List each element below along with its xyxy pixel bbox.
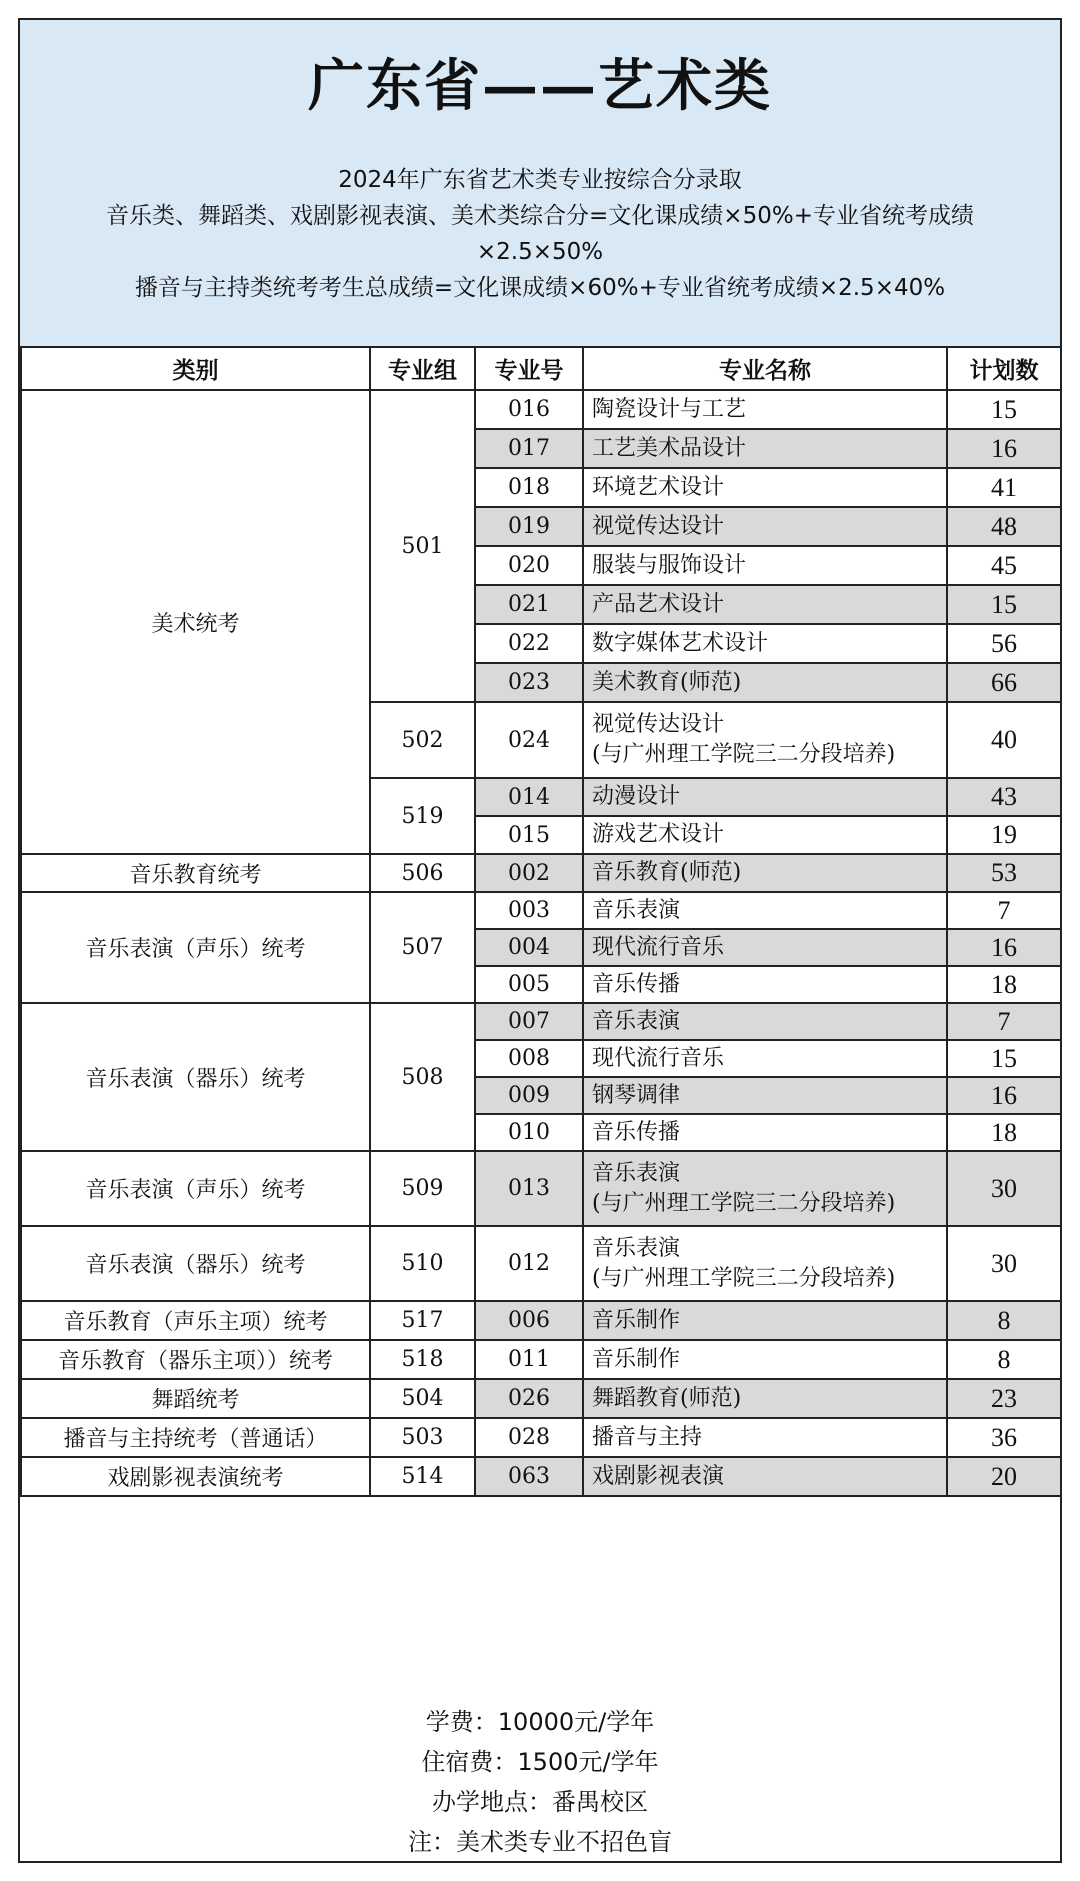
name-cell: 现代流行音乐 xyxy=(583,929,947,966)
code-cell: 008 xyxy=(475,1040,583,1077)
name-cell: 美术教育(师范) xyxy=(583,663,947,702)
table-row xyxy=(21,1301,1061,1340)
category-cell: 音乐教育（声乐主项）统考 xyxy=(21,1301,370,1340)
plan-cell: 30 xyxy=(947,1226,1061,1301)
name-cell: 戏剧影视表演 xyxy=(583,1457,947,1496)
name-line-2: (与广州理工学院三二分段培养) xyxy=(592,1190,896,1216)
code-cell: 015 xyxy=(475,816,583,854)
name-cell: 现代流行音乐 xyxy=(583,1040,947,1077)
name-line-2: (与广州理工学院三二分段培养) xyxy=(592,1265,896,1291)
col-header-category: 类别 xyxy=(21,347,370,390)
enrollment-table xyxy=(20,346,1062,1497)
code-cell: 022 xyxy=(475,624,583,663)
code-cell: 024 xyxy=(475,702,583,778)
name-cell: 舞蹈教育(师范) xyxy=(583,1379,947,1418)
code-cell: 021 xyxy=(475,585,583,624)
table-row xyxy=(21,854,1061,892)
plan-cell: 15 xyxy=(947,1040,1061,1077)
name-cell xyxy=(583,702,947,778)
code-cell: 023 xyxy=(475,663,583,702)
group-cell: 517 xyxy=(370,1301,475,1340)
category-cell: 音乐表演（器乐）统考 xyxy=(21,1003,370,1151)
rule-line-2: 音乐类、舞蹈类、戏剧影视表演、美术类综合分=文化课成绩×50%+专业省统考成绩 xyxy=(106,203,974,229)
name-cell: 陶瓷设计与工艺 xyxy=(583,390,947,429)
rule-line-3: ×2.5×50% xyxy=(476,239,604,265)
name-line-1: 视觉传达设计 xyxy=(592,712,725,737)
group-cell: 504 xyxy=(370,1379,475,1418)
plan-cell: 16 xyxy=(947,1077,1061,1114)
name-cell: 工艺美术品设计 xyxy=(583,429,947,468)
name-line-1: 音乐表演 xyxy=(592,1160,681,1186)
code-cell: 009 xyxy=(475,1077,583,1114)
category-cell: 舞蹈统考 xyxy=(21,1379,370,1418)
name-cell: 动漫设计 xyxy=(583,778,947,816)
plan-cell: 36 xyxy=(947,1418,1061,1457)
name-cell: 服装与服饰设计 xyxy=(583,546,947,585)
plan-cell: 18 xyxy=(947,1114,1061,1151)
group-cell: 502 xyxy=(370,702,475,778)
table-row xyxy=(21,1151,1061,1226)
name-cell xyxy=(583,1151,947,1226)
plan-cell: 23 xyxy=(947,1379,1061,1418)
plan-cell: 7 xyxy=(947,1003,1061,1040)
table-row xyxy=(21,1457,1061,1496)
group-cell: 514 xyxy=(370,1457,475,1496)
plan-cell: 15 xyxy=(947,390,1061,429)
name-cell: 产品艺术设计 xyxy=(583,585,947,624)
name-cell: 游戏艺术设计 xyxy=(583,816,947,854)
plan-cell: 66 xyxy=(947,663,1061,702)
table-row xyxy=(21,892,1061,929)
plan-cell: 43 xyxy=(947,778,1061,816)
name-cell: 播音与主持 xyxy=(583,1418,947,1457)
group-cell: 507 xyxy=(370,892,475,1003)
name-cell: 音乐制作 xyxy=(583,1301,947,1340)
footer-info xyxy=(20,1702,1060,1862)
category-cell: 播音与主持统考（普通话） xyxy=(21,1418,370,1457)
category-cell: 音乐表演（器乐）统考 xyxy=(21,1226,370,1301)
table-row xyxy=(21,1003,1061,1040)
category-cell: 音乐表演（声乐）统考 xyxy=(21,1151,370,1226)
plan-cell: 45 xyxy=(947,546,1061,585)
plan-cell: 48 xyxy=(947,507,1061,546)
name-cell: 视觉传达设计 xyxy=(583,507,947,546)
name-cell: 音乐表演 xyxy=(583,892,947,929)
code-cell: 016 xyxy=(475,390,583,429)
group-cell: 509 xyxy=(370,1151,475,1226)
group-cell: 519 xyxy=(370,778,475,854)
col-header-plan: 计划数 xyxy=(947,347,1061,390)
page-frame xyxy=(18,18,1062,1863)
code-cell: 004 xyxy=(475,929,583,966)
plan-cell: 16 xyxy=(947,429,1061,468)
header-panel xyxy=(20,20,1060,348)
code-cell: 018 xyxy=(475,468,583,507)
code-cell: 028 xyxy=(475,1418,583,1457)
tuition-text: 学费：10000元/学年 xyxy=(425,1708,655,1736)
note-text: 注：美术类专业不招色盲 xyxy=(408,1828,672,1856)
plan-cell: 8 xyxy=(947,1301,1061,1340)
name-line-1: 音乐表演 xyxy=(592,1235,681,1261)
code-cell: 010 xyxy=(475,1114,583,1151)
code-cell: 013 xyxy=(475,1151,583,1226)
category-cell: 音乐教育统考 xyxy=(21,854,370,892)
table-header-row xyxy=(21,347,1061,390)
category-cell: 美术统考 xyxy=(21,390,370,854)
name-cell: 音乐教育(师范) xyxy=(583,854,947,892)
code-cell: 020 xyxy=(475,546,583,585)
name-cell xyxy=(583,1226,947,1301)
code-cell: 026 xyxy=(475,1379,583,1418)
plan-cell: 19 xyxy=(947,816,1061,854)
name-cell: 音乐表演 xyxy=(583,1003,947,1040)
group-cell: 508 xyxy=(370,1003,475,1151)
campus-text: 办学地点：番禺校区 xyxy=(432,1788,648,1816)
plan-cell: 53 xyxy=(947,854,1061,892)
code-cell: 014 xyxy=(475,778,583,816)
lodging-text: 住宿费：1500元/学年 xyxy=(421,1748,659,1776)
code-cell: 002 xyxy=(475,854,583,892)
category-cell: 音乐表演（声乐）统考 xyxy=(21,892,370,1003)
col-header-group: 专业组 xyxy=(370,347,475,390)
name-cell: 音乐传播 xyxy=(583,966,947,1003)
plan-cell: 41 xyxy=(947,468,1061,507)
code-cell: 017 xyxy=(475,429,583,468)
col-header-code: 专业号 xyxy=(475,347,583,390)
group-cell: 510 xyxy=(370,1226,475,1301)
group-cell: 506 xyxy=(370,854,475,892)
plan-cell: 30 xyxy=(947,1151,1061,1226)
plan-cell: 16 xyxy=(947,929,1061,966)
table-row xyxy=(21,1340,1061,1379)
table-row xyxy=(21,1379,1061,1418)
admission-rules xyxy=(20,162,1060,306)
plan-cell: 40 xyxy=(947,702,1061,778)
group-cell: 518 xyxy=(370,1340,475,1379)
name-cell: 环境艺术设计 xyxy=(583,468,947,507)
plan-cell: 7 xyxy=(947,892,1061,929)
plan-cell: 15 xyxy=(947,585,1061,624)
page-title: 广东省——艺术类 xyxy=(308,53,772,119)
name-cell: 钢琴调律 xyxy=(583,1077,947,1114)
code-cell: 005 xyxy=(475,966,583,1003)
code-cell: 012 xyxy=(475,1226,583,1301)
plan-cell: 8 xyxy=(947,1340,1061,1379)
rule-line-1: 2024年广东省艺术类专业按综合分录取 xyxy=(338,167,742,193)
plan-cell: 18 xyxy=(947,966,1061,1003)
code-cell: 003 xyxy=(475,892,583,929)
name-cell: 音乐传播 xyxy=(583,1114,947,1151)
category-cell: 音乐教育（器乐主项））统考 xyxy=(21,1340,370,1379)
code-cell: 006 xyxy=(475,1301,583,1340)
name-cell: 数字媒体艺术设计 xyxy=(583,624,947,663)
col-header-name: 专业名称 xyxy=(583,347,947,390)
name-cell: 音乐制作 xyxy=(583,1340,947,1379)
rule-line-4: 播音与主持类统考考生总成绩=文化课成绩×60%+专业省统考成绩×2.5×40% xyxy=(134,275,946,301)
table-row xyxy=(21,1226,1061,1301)
group-cell: 503 xyxy=(370,1418,475,1457)
plan-cell: 56 xyxy=(947,624,1061,663)
group-cell: 501 xyxy=(370,390,475,702)
table-row xyxy=(21,390,1061,429)
code-cell: 063 xyxy=(475,1457,583,1496)
category-cell: 戏剧影视表演统考 xyxy=(21,1457,370,1496)
plan-cell: 20 xyxy=(947,1457,1061,1496)
code-cell: 011 xyxy=(475,1340,583,1379)
code-cell: 007 xyxy=(475,1003,583,1040)
table-row xyxy=(21,1418,1061,1457)
name-line-2: (与广州理工学院三二分段培养) xyxy=(592,742,896,767)
code-cell: 019 xyxy=(475,507,583,546)
